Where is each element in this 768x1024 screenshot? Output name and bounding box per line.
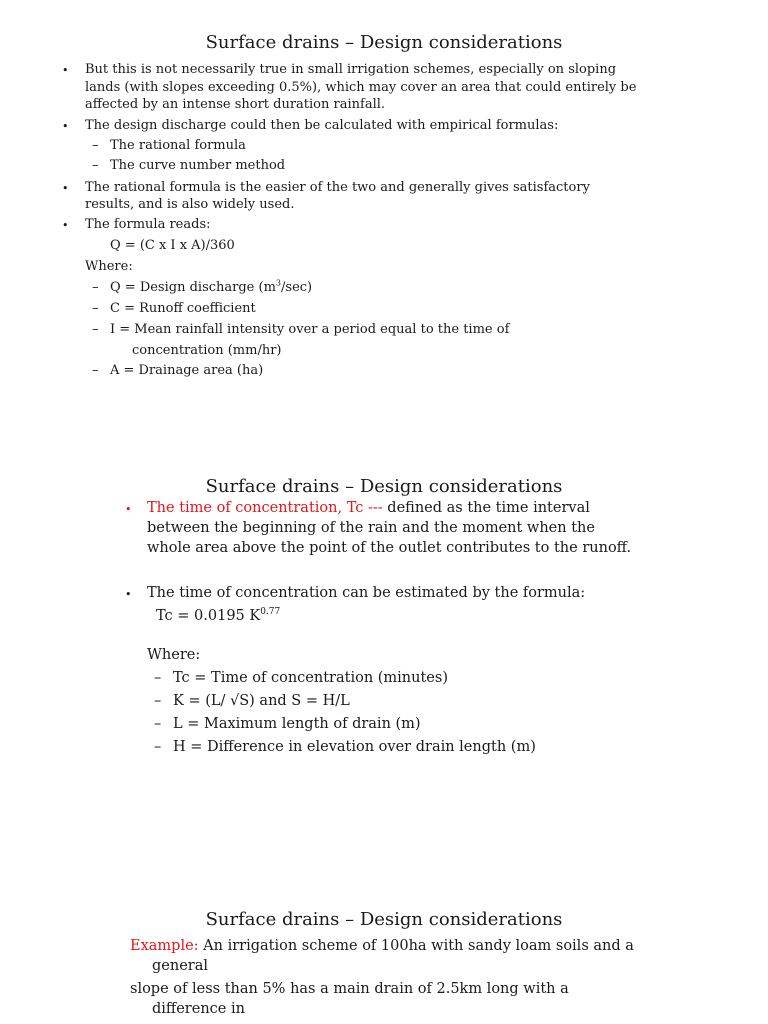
slide-1-sub-curve-number: The curve number method	[110, 158, 286, 173]
slide-1-bullet-2-text: The design discharge could then be calculated with empirical formulas:	[85, 118, 559, 133]
slide-1-formula: Q = (C x I x A)/360	[110, 238, 235, 253]
dash-icon: –	[154, 716, 162, 732]
dash-icon: –	[154, 670, 162, 686]
slide-1-sub-rational: The rational formula	[110, 138, 246, 153]
slide-1-bullet-1-line-2: lands (with slopes exceeding 0.5%), which may cover an area that could entirely be	[85, 79, 637, 95]
slide-1-def-c: C = Runoff coefficient	[110, 301, 256, 316]
slide-2-def-h: H = Difference in elevation over drain length (m)	[173, 739, 536, 755]
definition-text: defined as the time interval	[382, 500, 590, 516]
slide-2-def-k: K = (L/ √S) and S = H/L	[173, 693, 350, 709]
dash-icon: –	[154, 739, 162, 755]
bullet-icon: •	[125, 503, 132, 516]
slide-1-bullet-4-text: The formula reads:	[85, 217, 211, 232]
def-q-superscript: 3	[275, 278, 282, 288]
slide-1-def-i-line-2: concentration (mm/hr)	[132, 343, 282, 358]
slide-3-line-3: slope of less than 5% has a main drain of 2.5km long with a	[130, 981, 569, 997]
example-label: Example:	[130, 938, 199, 954]
formula-text: Tc = 0.0195 K	[156, 608, 261, 624]
formula-exponent: 0.77	[260, 607, 281, 618]
example-text: An irrigation scheme of 100ha with sandy loam soils and a	[198, 938, 634, 954]
bullet-icon: •	[62, 182, 69, 195]
def-q-unit: /sec)	[281, 280, 313, 295]
dash-icon: –	[154, 693, 162, 709]
slide-2-title: Surface drains – Design considerations	[205, 476, 563, 497]
bullet-icon: •	[62, 64, 69, 77]
dash-icon: –	[92, 301, 99, 316]
slide-3-line-4: difference in	[152, 1001, 245, 1017]
slide-2-bullet-1-line-3: whole area above the point of the outlet contributes to the runoff.	[147, 540, 632, 556]
slide-2-bullet-2-text: The time of concentration can be estimated by the formula:	[147, 585, 586, 601]
slide-1-where: Where:	[85, 259, 133, 274]
slide-3-title: Surface drains – Design considerations	[205, 909, 563, 930]
dash-icon: –	[92, 158, 99, 173]
dash-icon: –	[92, 322, 99, 337]
slide-2-def-tc: Tc = Time of concentration (minutes)	[173, 670, 448, 686]
bullet-icon: •	[125, 588, 132, 601]
dash-icon: –	[92, 280, 99, 295]
slide-2-where: Where:	[147, 647, 201, 663]
slide-1-bullet-1-line-3: affected by an intense short duration rainfall.	[85, 97, 386, 112]
slide-2-def-l: L = Maximum length of drain (m)	[173, 716, 421, 732]
bullet-icon: •	[62, 120, 69, 133]
slide-1-bullet-3-line-2: results, and is also widely used.	[85, 197, 295, 212]
slide-3-line-1	[130, 936, 634, 956]
term-time-of-concentration: The time of concentration, Tc ---	[147, 500, 383, 516]
slide-2-bullet-1-line-2: between the beginning of the rain and the moment when the	[147, 520, 595, 536]
slide-1-title: Surface drains – Design considerations	[205, 32, 563, 53]
slide-1-bullet-3-line-1: The rational formula is the easier of the two and generally gives satisfactory	[85, 180, 590, 195]
slide-3-line-2: general	[152, 958, 208, 974]
slide-1-bullet-1-line-1: But this is not necessarily true in small irrigation schemes, especially on sloping	[85, 62, 617, 77]
dash-icon: –	[92, 138, 99, 153]
slide-1-def-a: A = Drainage area (ha)	[110, 363, 264, 378]
slide-1-def-i-line-1: I = Mean rainfall intensity over a period equal to the time of	[110, 322, 510, 337]
bullet-icon: •	[62, 219, 69, 232]
dash-icon: –	[92, 363, 99, 378]
def-q-text: Q = Design discharge (m	[110, 280, 276, 295]
